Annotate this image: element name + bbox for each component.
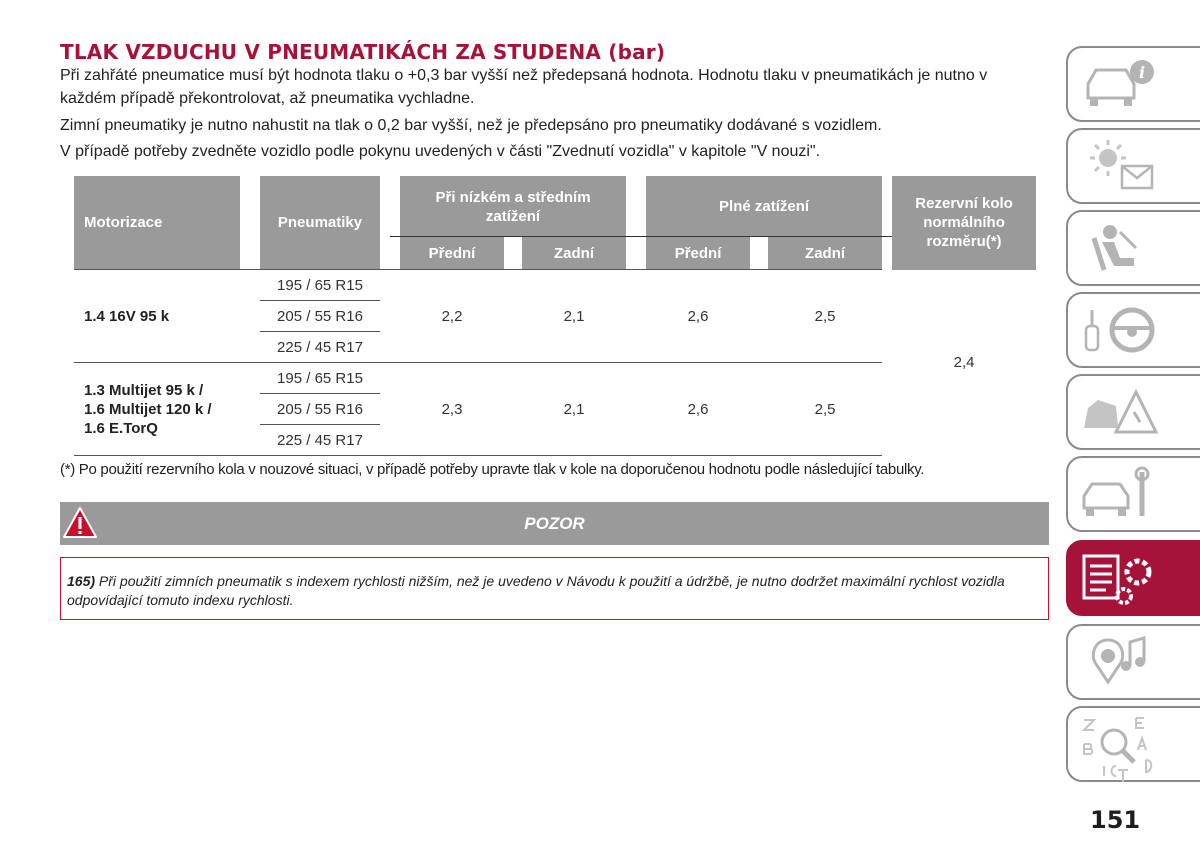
spare-pressure-cell: 2,4 bbox=[953, 354, 975, 371]
section-heading: TLAK VZDUCHU V PNEUMATIKÁCH ZA STUDENA (bar) bbox=[60, 40, 666, 64]
warning-note-text: 165) Při použití zimních pneumatik s indexem rychlosti nižším, než je uvedeno v Návodu k použití a údržbě, je nutno dodržet maximální rychlost vozidla odpovídající tomuto indexu rychlosti. bbox=[67, 573, 1005, 608]
chapter-tab-emergency[interactable] bbox=[1066, 374, 1200, 450]
header-engine: Motorizace bbox=[74, 176, 240, 270]
alphabet-index-icon bbox=[1080, 714, 1160, 784]
pressure-cell: 2,6 bbox=[646, 363, 750, 456]
paragraph-warm-tyres: Při zahřáté pneumatice musí být hodnota tlaku o +0,3 bar vyšší než předepsaná hodnota. Hodnotu tlaku v pneumatikách je nutno v každém případě překontrolovat, až pneumatika vychladne. bbox=[60, 67, 988, 107]
pressure-cell: 2,3 bbox=[400, 363, 504, 456]
tyre-pressure-table bbox=[74, 176, 1036, 456]
warning-note-box bbox=[60, 557, 1049, 620]
warning-banner bbox=[60, 502, 1049, 545]
pressure-cell: 2,6 bbox=[646, 270, 750, 363]
header-low-load: Při nízkém a středním zatížení bbox=[435, 188, 591, 225]
tyre-size-cell: 195 / 65 R15 bbox=[260, 270, 380, 301]
chapter-tab-starting[interactable] bbox=[1066, 292, 1200, 368]
car-info-icon bbox=[1080, 54, 1160, 114]
pressure-cell: 2,1 bbox=[522, 363, 626, 456]
warning-label: POZOR bbox=[524, 514, 585, 533]
tyre-size-cell: 225 / 45 R17 bbox=[260, 332, 380, 363]
specs-gear-icon bbox=[1080, 548, 1170, 608]
tyre-size-cell: 205 / 55 R16 bbox=[260, 301, 380, 332]
lights-mail-icon bbox=[1080, 136, 1160, 196]
table-footnote: (*) Po použití rezervního kola v nouzové situaci, v případě potřeby upravte tlak v kole na doporučenou hodnotu podle následující tabulky. bbox=[60, 461, 925, 478]
car-wrench-icon bbox=[1080, 464, 1160, 524]
header-full-front: Přední bbox=[646, 237, 750, 270]
chapter-tab-lights[interactable] bbox=[1066, 128, 1200, 204]
chapter-tab-maintenance[interactable] bbox=[1066, 456, 1200, 532]
warning-ref: 165) bbox=[67, 573, 96, 589]
pressure-cell: 2,2 bbox=[400, 270, 504, 363]
header-spare-wheel: Rezervní kolo normálního rozměru(*) bbox=[915, 195, 1013, 251]
engine-cell: 1.4 16V 95 k bbox=[74, 270, 240, 363]
engine-cell: 1.3 Multijet 95 k / 1.6 Multijet 120 k / 1.6 E.TorQ bbox=[74, 363, 240, 456]
header-full-rear: Zadní bbox=[768, 237, 882, 270]
header-low-front: Přední bbox=[400, 237, 504, 270]
chapter-tab-safety[interactable] bbox=[1066, 210, 1200, 286]
media-nav-icon bbox=[1080, 632, 1160, 692]
header-low-rear: Zadní bbox=[522, 237, 626, 270]
chapter-tab-index[interactable] bbox=[1066, 706, 1200, 782]
header-tyres: Pneumatiky bbox=[260, 176, 380, 270]
tyre-size-cell: 225 / 45 R17 bbox=[260, 425, 380, 456]
paragraph-lift-vehicle: V případě potřeby zvedněte vozidlo podle pokynu uvedených v části "Zvednutí vozidla" v kapitole "V nouzi". bbox=[60, 143, 821, 160]
chapter-tab-multimedia[interactable] bbox=[1066, 624, 1200, 700]
tyre-size-cell: 205 / 55 R16 bbox=[260, 394, 380, 425]
svg-text:i: i bbox=[1139, 63, 1146, 82]
header-full-load: Plné zatížení bbox=[719, 198, 810, 215]
chapter-tab-car-info[interactable] bbox=[1066, 46, 1200, 122]
pressure-cell: 2,5 bbox=[768, 270, 882, 363]
seat-airbag-icon bbox=[1080, 218, 1160, 278]
pressure-cell: 2,1 bbox=[522, 270, 626, 363]
page-number: 151 bbox=[1090, 806, 1141, 834]
key-steering-wheel-icon bbox=[1080, 300, 1160, 360]
tyre-size-cell: 195 / 65 R15 bbox=[260, 363, 380, 394]
chapter-tab-technical-data[interactable] bbox=[1066, 540, 1200, 616]
paragraph-winter-tyres: Zimní pneumatiky je nutno nahustit na tlak o 0,2 bar vyšší, než je předepsáno pro pneumatiky dodávané s vozidlem. bbox=[60, 117, 882, 134]
table-row bbox=[74, 270, 1036, 301]
car-warning-icon bbox=[1080, 382, 1160, 442]
pressure-cell: 2,5 bbox=[768, 363, 882, 456]
